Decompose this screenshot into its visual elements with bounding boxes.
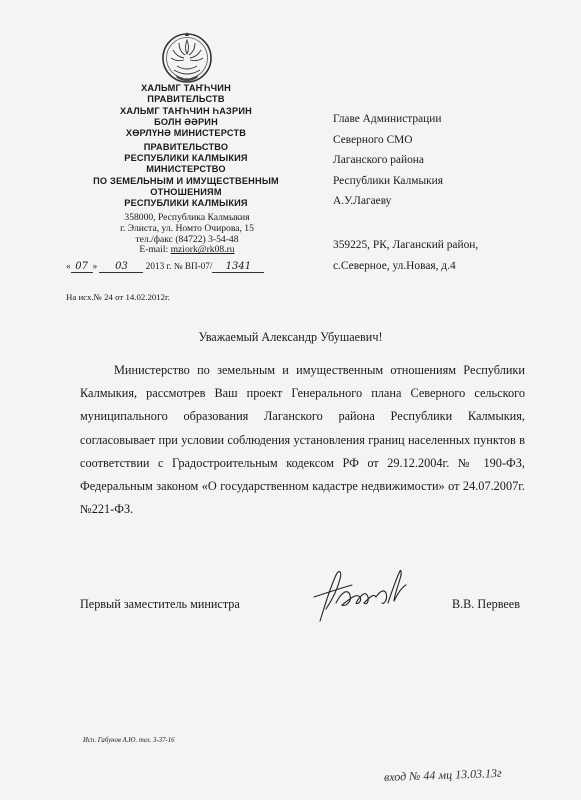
registration-number: 1341 — [212, 261, 264, 273]
org-kalmyk-line: ПРАВИТЕЛЬСТВ — [147, 94, 225, 105]
email-line — [112, 245, 262, 256]
org-russian-line: ПО ЗЕМЕЛЬНЫМ И ИМУЩЕСТВЕННЫМ — [93, 175, 279, 186]
recipient-line: Республики Калмыкия — [333, 174, 444, 187]
org-kalmyk-line: БОЛН ӘӘРИН — [154, 116, 218, 127]
org-russian-line: РЕСПУБЛИКИ КАЛМЫКИЯ — [124, 198, 248, 209]
signatory-title: Первый заместитель министра — [80, 597, 240, 611]
email-link[interactable]: mziork@rk08.ru — [170, 244, 235, 256]
address-line: г. Элиста, ул. Номто Очирова, 15 — [120, 222, 254, 234]
org-russian-line: РЕСПУБЛИКИ КАЛМЫКИЯ — [124, 153, 248, 164]
recipient-address-line: 359225, РК, Лаганский район, — [333, 239, 479, 251]
recipient-address — [333, 235, 478, 276]
org-russian-line: ПРАВИТЕЛЬСТВО — [143, 142, 229, 152]
letter-body: Министерство по земельным и имущественным отношениям Республики Калмыкия, рассмотрев Ваш проект Генерального плана Северного сельского муниципального образования Лаганского района Республики Калмыкия, согласовывает при условии соблюдения установления границ населенных пунктов в соответствии с Градостроительным кодексом РФ от 29.12.2004г. № 190-ФЗ, Федеральным законом «О государственном кадастре недвижимости» от 24.07.2007г. №221-ФЗ. — [80, 363, 525, 517]
address-line: тел./факс (84722) 3-54-48 — [135, 233, 239, 245]
registration-year: 2013 г. № ВП-07/ — [145, 261, 213, 271]
org-russian-line: МИНИСТЕРСТВО — [146, 164, 226, 175]
registration-month: 03 — [99, 261, 143, 273]
close-quote: » — [92, 261, 98, 271]
org-kalmyk-line: ХАЛЬМГ ТАҤҺЧИН — [141, 83, 231, 93]
org-kalmyk-line: ХАЛЬМГ ТАҤҺЧИН ҺАЗРИН — [120, 105, 252, 116]
kalmykia-coat-of-arms-icon — [157, 28, 217, 84]
sender-address — [112, 213, 262, 256]
registration-line — [66, 261, 266, 273]
org-russian-line: ОТНОШЕНИЯМ — [150, 186, 222, 197]
recipient-line: А.У.Лагаеву — [333, 195, 392, 208]
executor-note: Исп. Габунов А.Ю. тел. 3-37-16 — [83, 737, 175, 744]
signatory-name: В.В. Первеев — [452, 597, 520, 611]
open-quote: « — [66, 261, 71, 271]
email-label: E-mail: — [139, 244, 171, 256]
handwritten-signature — [306, 563, 414, 623]
recipient-line: Лаганского района — [333, 154, 424, 167]
recipient-line: Главе Администрации — [333, 113, 442, 125]
organization-name-kalmyk — [86, 83, 286, 139]
registration-day: 07 — [71, 261, 93, 273]
address-line: 358000, Республика Калмыкия — [124, 212, 250, 223]
recipient-line: Северного СМО — [333, 133, 413, 146]
incoming-registration-note: вход № 44 мц 13.03.13г — [383, 765, 502, 784]
greeting: Уважаемый Александр Убушаевич! — [198, 330, 383, 344]
organization-name-russian — [86, 142, 286, 209]
recipient-block — [333, 109, 443, 212]
org-kalmyk-line: ХӨРЛҮНӘ МИНИСТЕРСТВ — [125, 128, 247, 139]
on-reference: На исх.№ 24 от 14.02.2012г. — [66, 292, 170, 302]
recipient-address-line: с.Северное, ул.Новая, д.4 — [333, 259, 456, 272]
